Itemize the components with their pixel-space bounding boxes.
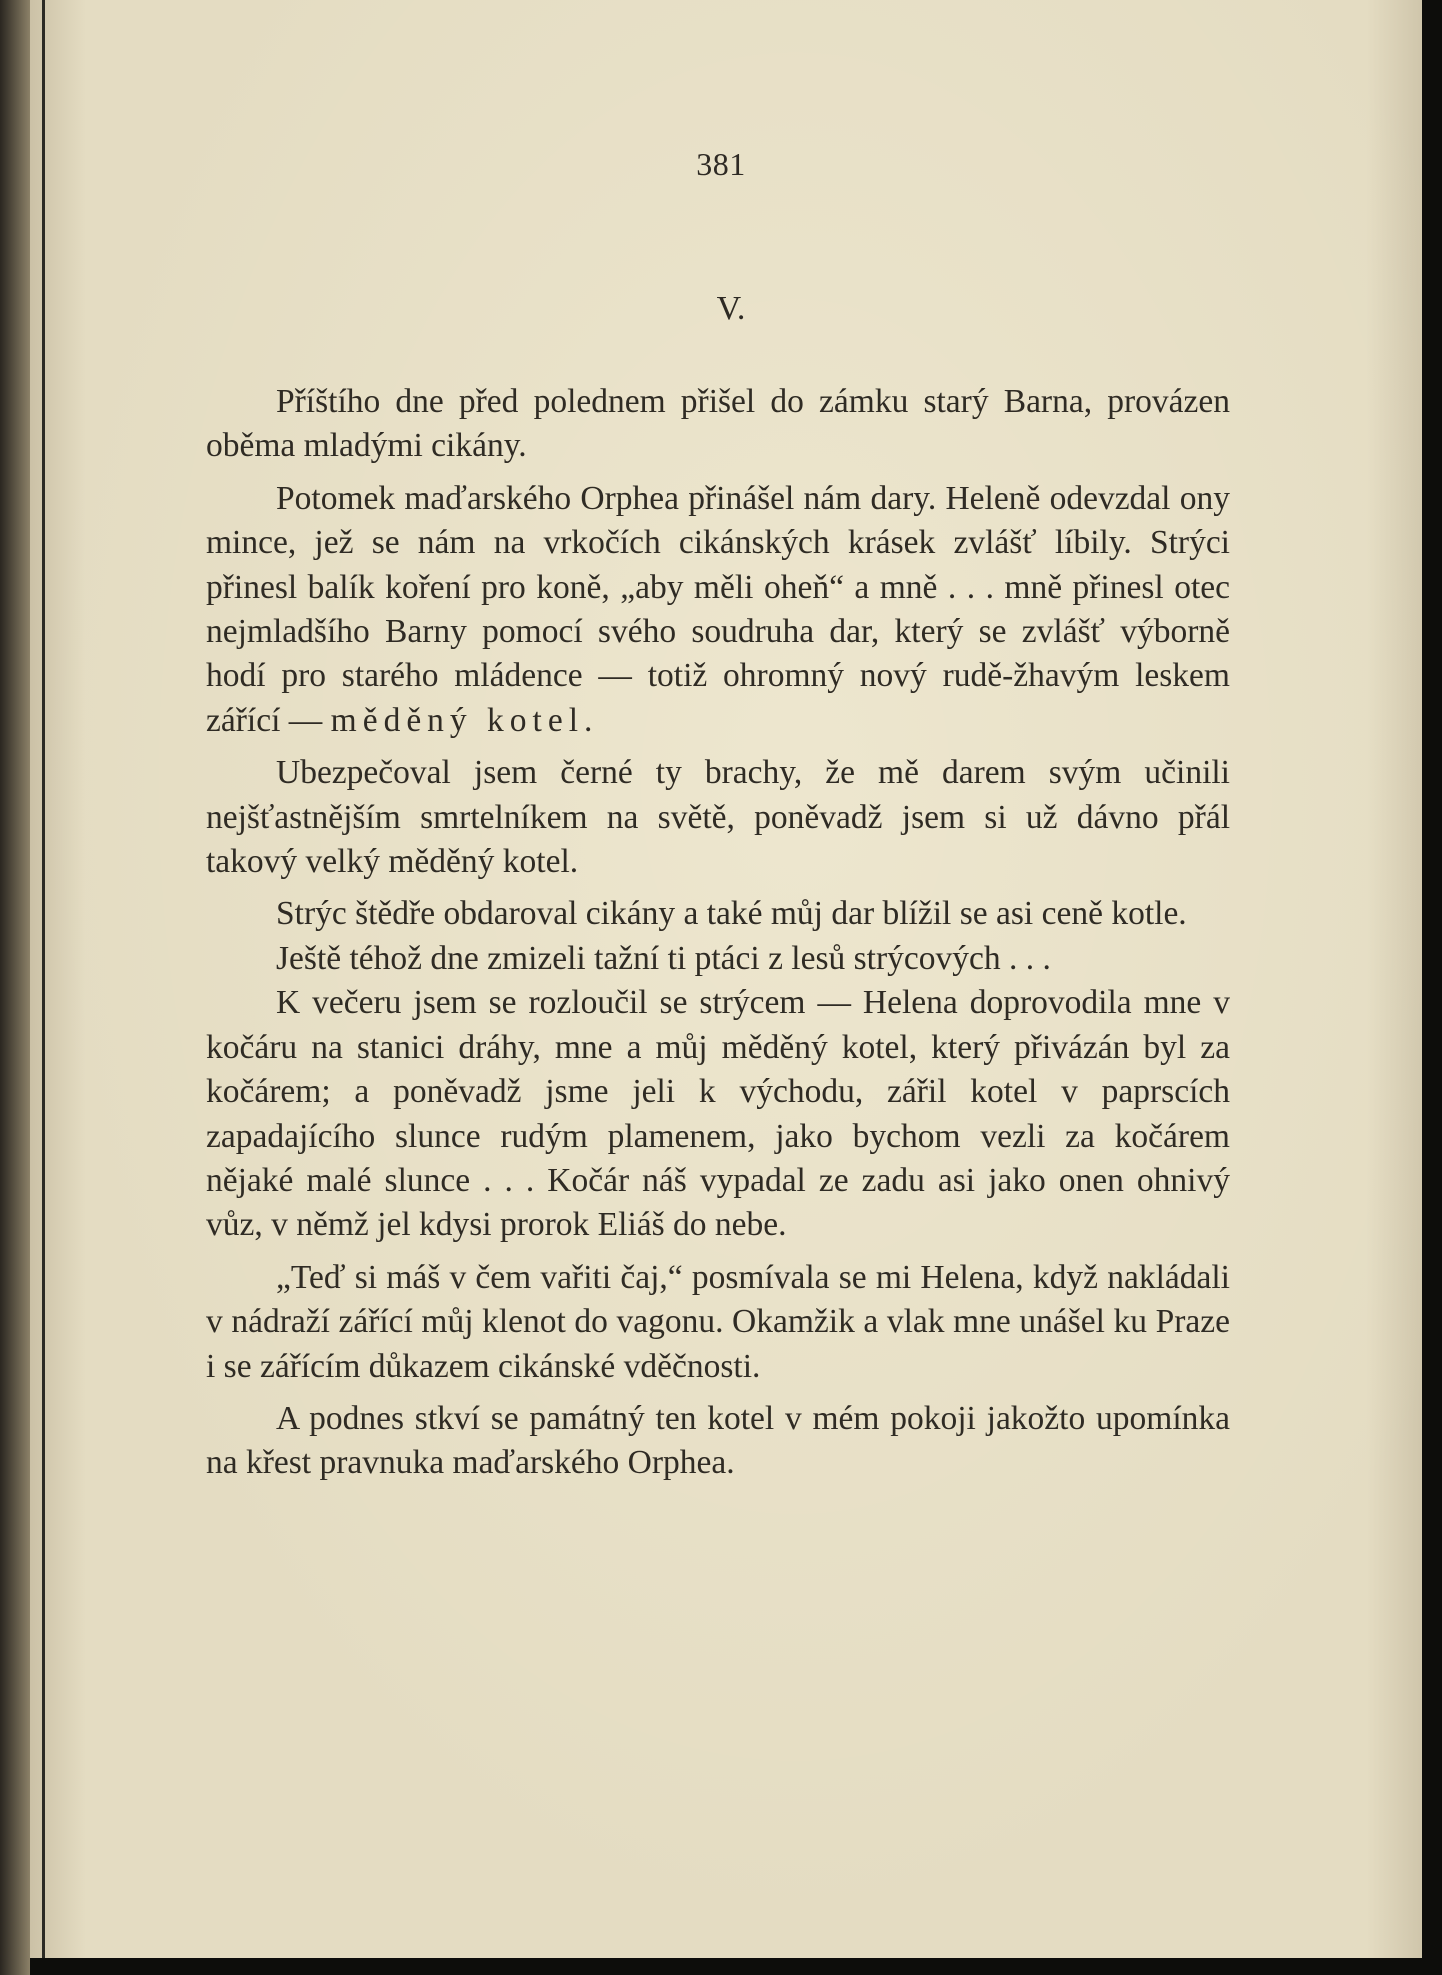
paragraph-text: A podnes stkví se památný ten kotel v mém pokoji jakožto upomínka na křest pravnuka maďarského Orphea. [206, 1399, 1230, 1482]
paragraph-text: Příštího dne před polednem přišel do zámku starý Barna, provázen oběma mladými cikány. [206, 383, 1230, 465]
paragraph-text: K večeru jsem se rozloučil se strýcem — Helena doprovodila mne v kočáru na stanici dráhy, mne a můj měděný kotel, který přivázán byl za kočárem; a poněvadž jsme jeli k východu, zářil kotel v paprscích zapadajícího slunce rudým plamenem, jako bychom vezli za kočárem nějaké malé slunce . . . Kočár náš vypadal ze zadu asi jako onen ohnivý vůz, v němž jel kdysi prorok Eliáš do nebe. [206, 984, 1230, 1244]
paragraph [206, 1256, 1230, 1389]
paragraph [206, 1397, 1230, 1486]
paragraph [206, 751, 1230, 884]
page-number: 381 [696, 146, 746, 182]
emphasized-text: měděný kotel. [330, 701, 599, 739]
paragraph-text: Potomek maďarského Orphea přinášel nám dary. Heleně odevzdal ony mince, jež se nám na vrkočích cikánských krásek zvlášť líbily. Strýci přinesl balík koření pro koně, „aby měli oheň“ a mně . . . mně přinesl otec nejmladšího Barny pomocí svého soudruha dar, který se zvlášť výborně hodí pro starého mládence — totiž ohromný nový rudě-žhavým leskem zářící — [206, 479, 1230, 739]
chapter-heading: V. [716, 290, 746, 327]
paragraph-text: Ubezpečoval jsem černé ty brachy, že mě darem svým učinili nejšťastnějším smrtelníkem na světě, poněvadž jsem si už dávno přál takový velký měděný kotel. [206, 754, 1230, 881]
paragraph-text: Ještě téhož dne zmizeli tažní ti ptáci z lesů strýcových . . . [276, 939, 1051, 977]
paragraph [206, 892, 1230, 936]
body-text [206, 380, 1230, 1486]
paragraph [206, 477, 1230, 743]
paragraph-text: Strýc štědře obdaroval cikány a také můj dar blížil se asi ceně kotle. [276, 895, 1187, 933]
paragraph [206, 981, 1230, 1247]
paragraph-text: „Teď si máš v čem vařiti čaj,“ posmívala se mi Helena, když nakládali v nádraží zářící můj klenot do vagonu. Okamžik a vlak mne unášel ku Praze i se zářícím důkazem cikánské vděčnosti. [206, 1258, 1230, 1385]
paragraph [206, 937, 1230, 981]
paragraph [206, 380, 1230, 469]
